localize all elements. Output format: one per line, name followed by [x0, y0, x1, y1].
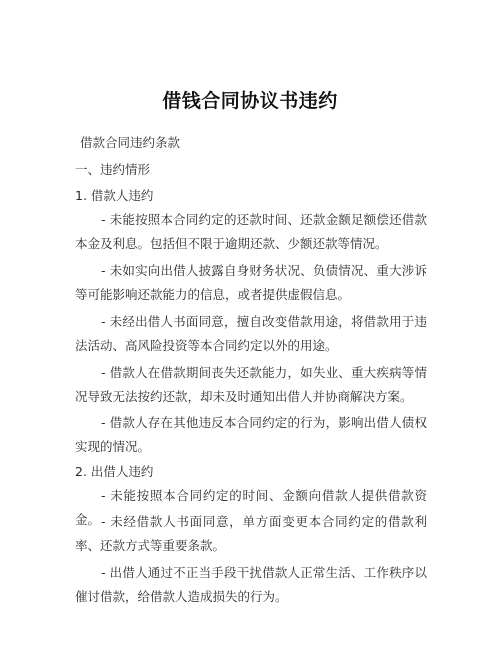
borrower-breach-item: - 借款人存在其他违反本合同约定的行为，影响出借人债权实现的情况。	[75, 415, 427, 454]
lender-breach-item: - 未经借款人书面同意，单方面变更本合同约定的借款利率、还款方式等重要条款。	[75, 514, 427, 553]
borrower-breach-item: - 未经出借人书面同意，擅自改变借款用途，将借款用于违法活动、高风险投资等本合同约定以外的用途。	[75, 314, 427, 353]
borrower-breach-item: - 借款人在借款期间丧失还款能力，如失业、重大疾病等情况导致无法按约还款，却未及时通知出借人并协商解决方案。	[75, 365, 427, 404]
lender-breach-heading: 2. 出借人违约	[75, 464, 154, 479]
borrower-breach-heading: 1. 借款人违约	[75, 188, 154, 203]
section-heading: 一、违约情形	[75, 162, 151, 177]
document-title: 借钱合同协议书违约	[162, 90, 338, 112]
borrower-breach-item: - 未如实向出借人披露自身财务状况、负债情况、重大涉诉等可能影响还款能力的信息，或者提供虚假信息。	[75, 263, 427, 302]
borrower-breach-item: - 未能按照本合同约定的还款时间、还款金额足额偿还借款本金及利息。包括但不限于逾期还款、少额还款等情况。	[75, 212, 427, 251]
lender-breach-item: - 出借人通过不正当手段干扰借款人正常生活、工作秩序以催讨借款，给借款人造成损失的行为。	[75, 565, 427, 604]
clause-heading: 借款合同违约条款	[80, 135, 181, 150]
lender-breach-item: - 未能按照本合同约定的时间、金额向借款人提供借款资金。	[75, 488, 427, 527]
